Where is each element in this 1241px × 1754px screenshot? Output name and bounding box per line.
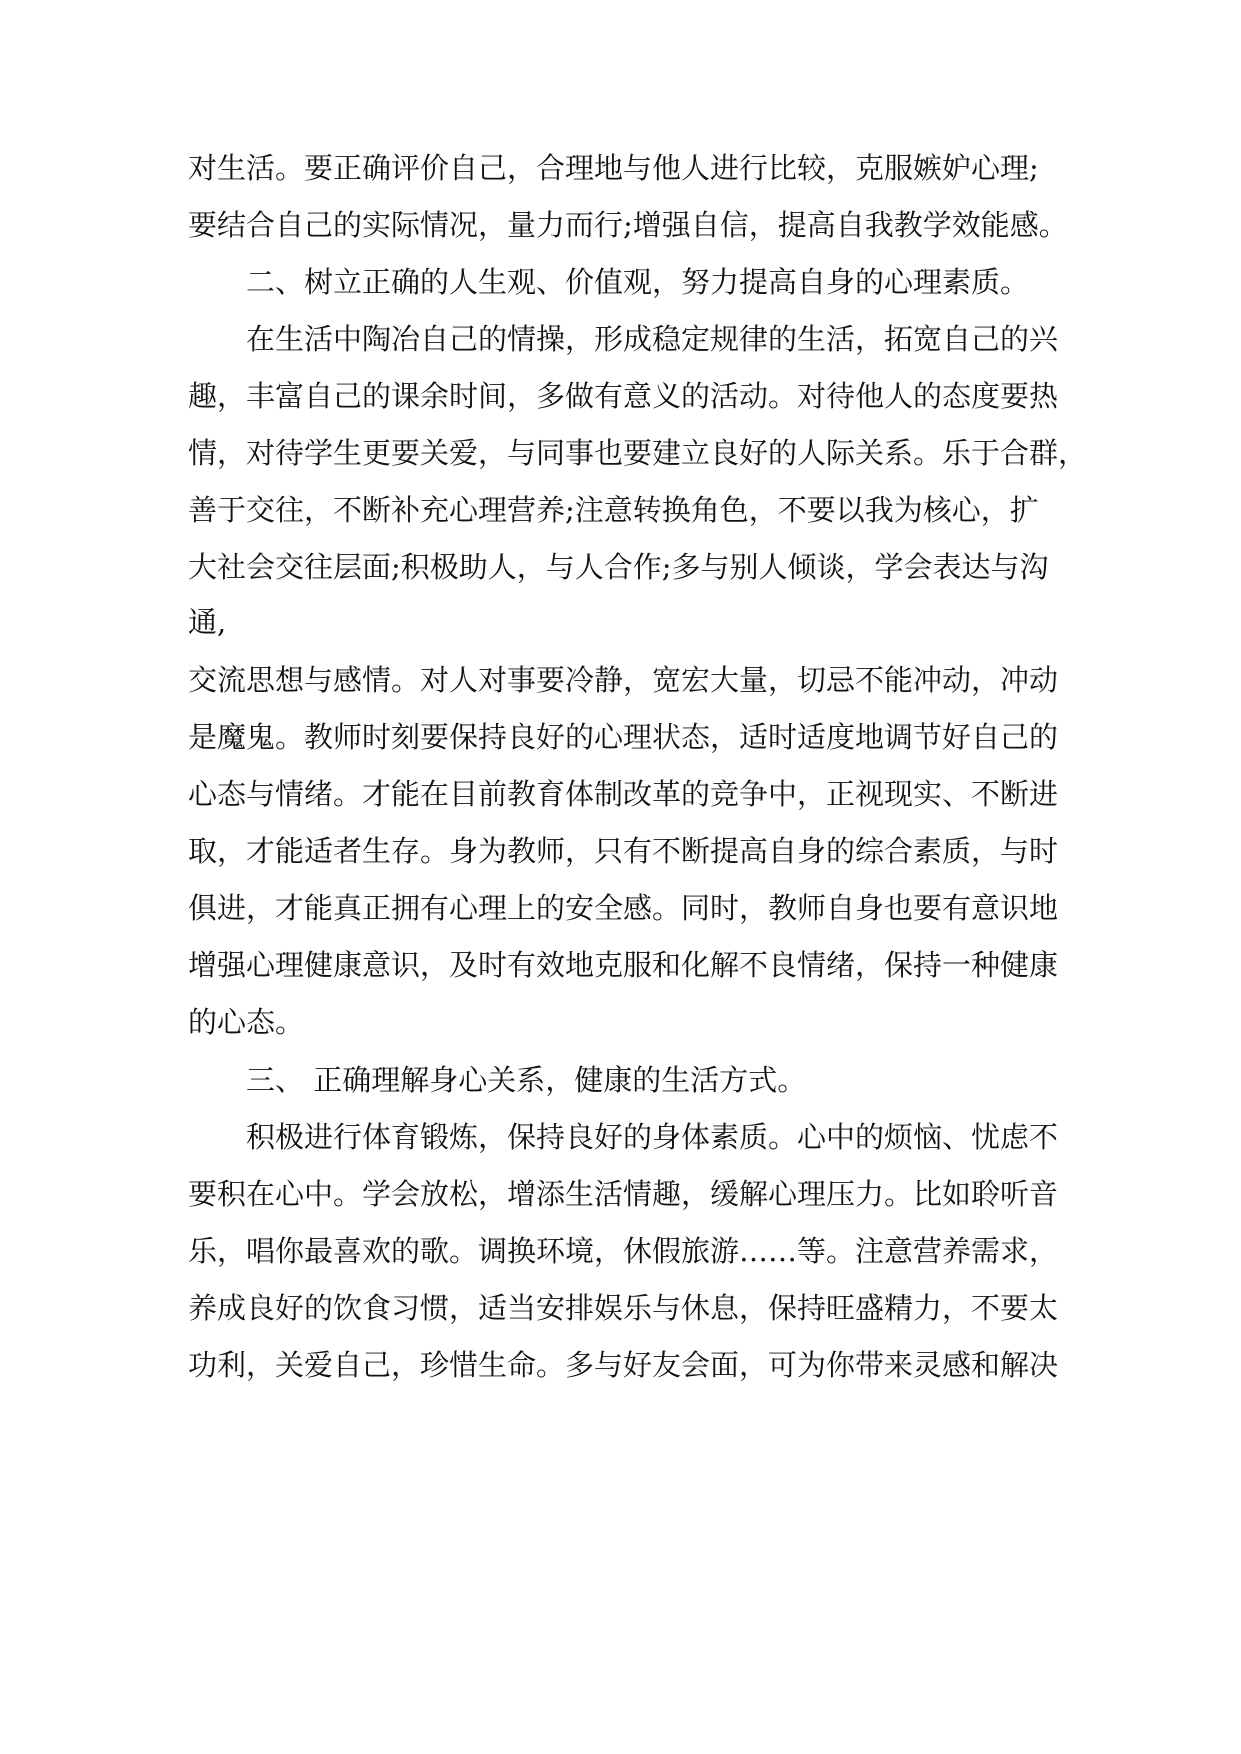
- text-line: 交流思想与感情。对人对事要冷静，宽宏大量，切忌不能冲动，冲动: [188, 663, 1059, 697]
- text-line: 养成良好的饮食习惯，适当安排娱乐与休息，保持旺盛精力，不要太: [188, 1291, 1059, 1325]
- text-line: 要结合自己的实际情况，量力而行;增强自信，提高自我教学效能感。: [188, 208, 1068, 242]
- section-heading: 三、 正确理解身心关系，健康的生活方式。: [246, 1063, 807, 1097]
- text-line: 通,: [188, 605, 227, 639]
- text-line: 对生活。要正确评价自己，合理地与他人进行比较，克服嫉妒心理;: [188, 151, 1039, 185]
- text-line: 要积在心中。学会放松，增添生活情趣，缓解心理压力。比如聆听音: [188, 1177, 1059, 1211]
- text-line: 俱进，才能真正拥有心理上的安全感。同时，教师自身也要有意识地: [188, 891, 1059, 925]
- section-heading: 二、树立正确的人生观、价值观，努力提高自身的心理素质。: [246, 265, 1030, 299]
- text-line: 心态与情绪。才能在目前教育体制改革的竞争中，正视现实、不断进: [188, 777, 1059, 811]
- text-line: 的心态。: [188, 1005, 305, 1039]
- text-line: 取，才能适者生存。身为教师，只有不断提高自身的综合素质，与时: [188, 834, 1059, 868]
- text-line: 积极进行体育锻炼，保持良好的身体素质。心中的烦恼、忧虑不: [246, 1120, 1059, 1154]
- text-line: 善于交往，不断补充心理营养;注意转换角色，不要以我为核心，扩: [188, 493, 1039, 527]
- text-line: 情，对待学生更要关爱，与同事也要建立良好的人际关系。乐于合群，: [188, 436, 1088, 470]
- text-line: 在生活中陶冶自己的情操，形成稳定规律的生活，拓宽自己的兴: [246, 322, 1059, 356]
- text-line: 大社会交往层面;积极助人，与人合作;多与别人倾谈，学会表达与沟: [188, 550, 1049, 584]
- text-line: 增强心理健康意识，及时有效地克服和化解不良情绪，保持一种健康: [188, 948, 1059, 982]
- text-line: 趣，丰富自己的课余时间，多做有意义的活动。对待他人的态度要热: [188, 379, 1059, 413]
- text-line: 功利，关爱自己，珍惜生命。多与好友会面，可为你带来灵感和解决: [188, 1348, 1059, 1382]
- text-line: 是魔鬼。教师时刻要保持良好的心理状态，适时适度地调节好自己的: [188, 720, 1059, 754]
- text-line: 乐，唱你最喜欢的歌。调换环境，休假旅游……等。注意营养需求，: [188, 1234, 1059, 1268]
